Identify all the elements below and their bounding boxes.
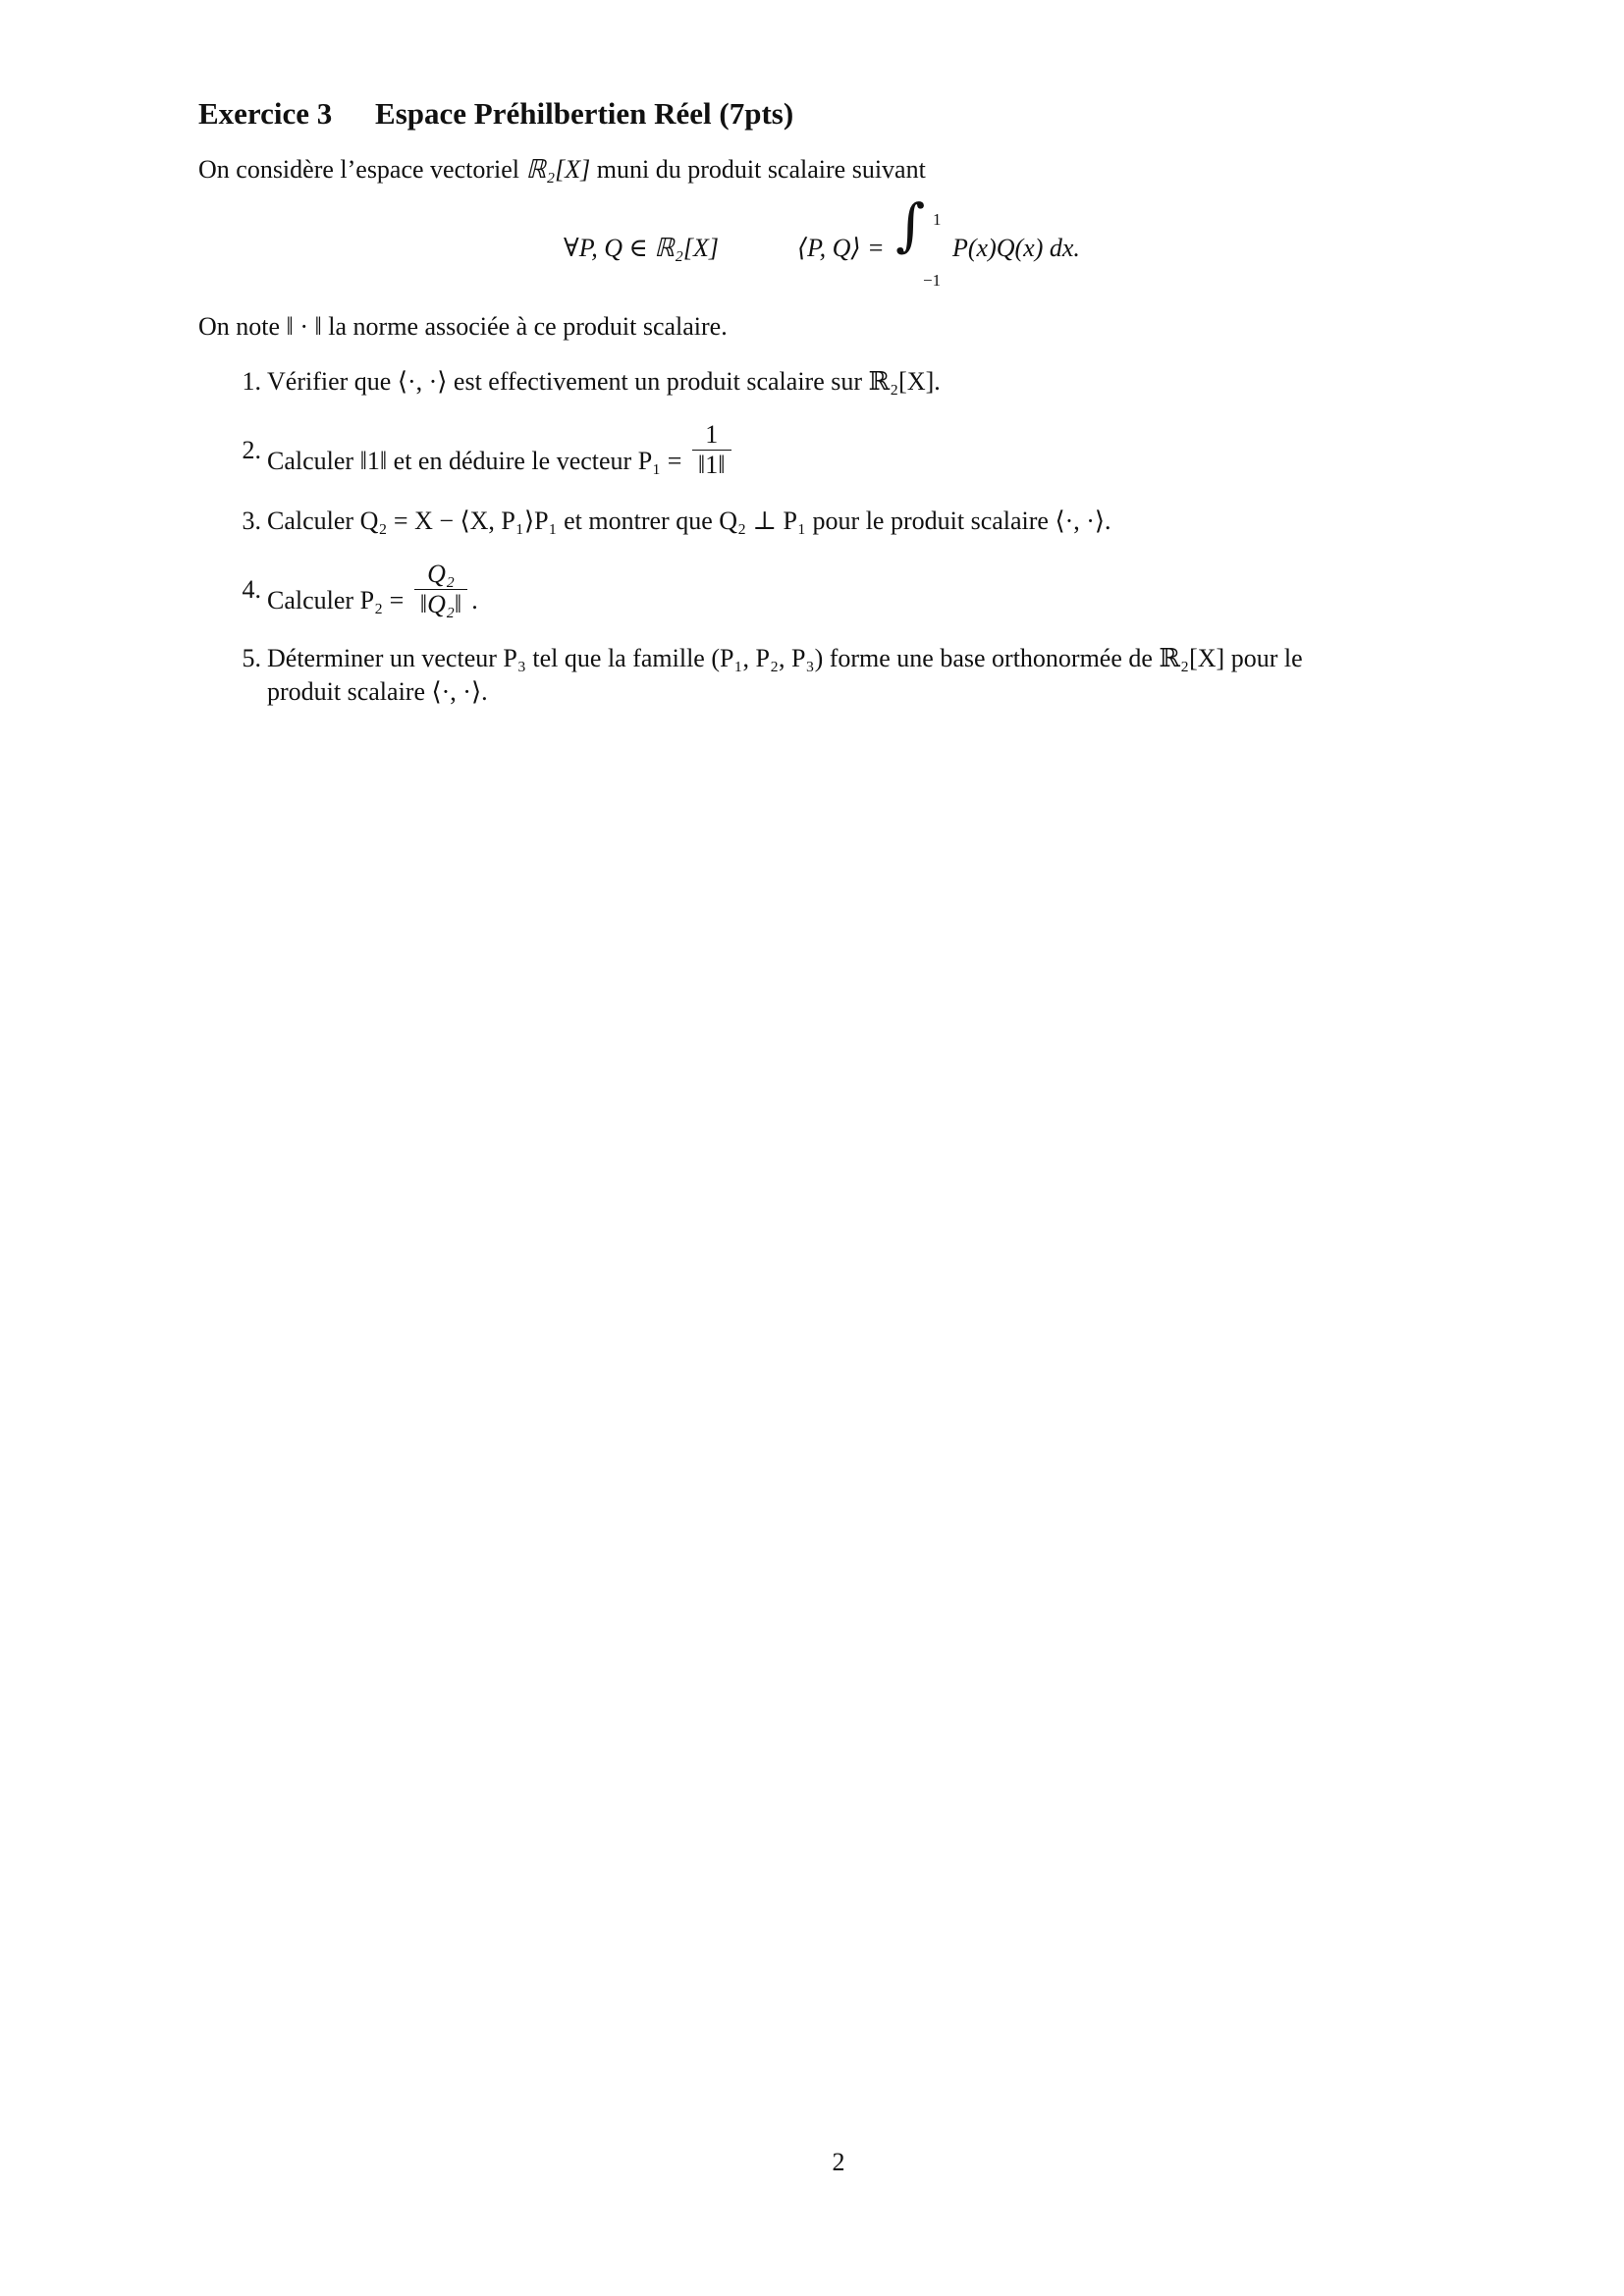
polynomial-space: ℝ₂[X] — [525, 155, 591, 184]
integral-lower-bound: −1 — [923, 271, 942, 290]
formula-integrand: P(x)Q(x) dx. — [952, 234, 1080, 262]
question-text-continued: produit scalaire ⟨·, ·⟩. — [267, 677, 488, 706]
page-number: 2 — [832, 2148, 845, 2176]
fraction-denominator: ‖1‖ — [692, 450, 731, 480]
norm-note: On note ‖ · ‖ la norme associée à ce produit scalaire. — [198, 312, 728, 341]
question-number: 2. — [242, 436, 261, 464]
formula-lhs: ⟨P, Q⟩ = — [797, 234, 885, 262]
question-text: Déterminer un vecteur P₃ tel que la famille (P₁, P₂, P₃) forme une base orthonormée de ℝ₂[X] pour le — [267, 644, 1303, 672]
fraction — [414, 560, 467, 619]
intro-paragraph: On considère l’espace vectoriel ℝ₂[X] muni du produit scalaire suivant — [198, 155, 926, 184]
fraction-numerator: Q₂ — [427, 560, 455, 588]
question-number: 1. — [242, 367, 261, 396]
exercise-title: Espace Préhilbertien Réel (7pts) — [375, 96, 794, 131]
document-page: Exercice 3 Espace Préhilbertien Réel (7pts) On considère l’espace vectoriel ℝ₂[X] muni du produit scalaire suivant ∀P, Q ∈ ℝ₂[X] ⟨P, Q⟩ = ∫ 1 −1 P(x)Q(x) dx. On note ‖ · ‖ la norme associée à ce produit scalaire. 1. Vérifier que ⟨·, ·⟩ est effectivement un produit scalaire sur ℝ₂[X]. 2. Calculer ‖1‖ et en déduire le vecteur P₁ = $\frac{1}{‖1‖}$ 3. Calculer Q₂ = X − ⟨X, P₁⟩P₁ et montrer que Q₂ ⊥ P₁ pour le produit scalaire ⟨·, ·⟩. 4. Calculer P₂ = $\frac{\text{Q₂}}{\text{‖Q₂‖}}$ . 5. Déterminer un vecteur P₃ tel que la famille (P₁, P₂, P₃) forme une base orthonormée de ℝ₂[X] pour le produit scalaire ⟨·, ·⟩. 2 — [0, 0, 1624, 2296]
question-number: 4. — [242, 575, 261, 604]
question-number: 3. — [242, 507, 261, 535]
question-text: Vérifier que ⟨·, ·⟩ est effectivement un produit scalaire sur ℝ₂[X]. — [267, 367, 941, 396]
fraction — [692, 420, 731, 480]
integral-sign: ∫ — [895, 191, 926, 258]
inner-product-formula — [0, 191, 1624, 294]
integral-upper-bound: 1 — [933, 210, 942, 229]
exercise-number: Exercice 3 — [198, 96, 333, 131]
question-number: 5. — [242, 644, 261, 672]
fraction-numerator: 1 — [705, 420, 719, 449]
question-text: Calculer ‖1‖ et en déduire le vecteur P₁ = — [267, 447, 682, 476]
question-text: Calculer Q₂ = X − ⟨X, P₁⟩P₁ et montrer que Q₂ ⊥ P₁ pour le produit scalaire ⟨·, ·⟩. — [267, 507, 1111, 535]
exercise-heading — [198, 96, 793, 132]
fraction-denominator: ‖Q₂‖ — [414, 589, 467, 619]
question-text: Calculer P₂ = — [267, 586, 405, 615]
formula-quantifier: ∀P, Q ∈ ℝ₂[X] — [564, 234, 719, 262]
